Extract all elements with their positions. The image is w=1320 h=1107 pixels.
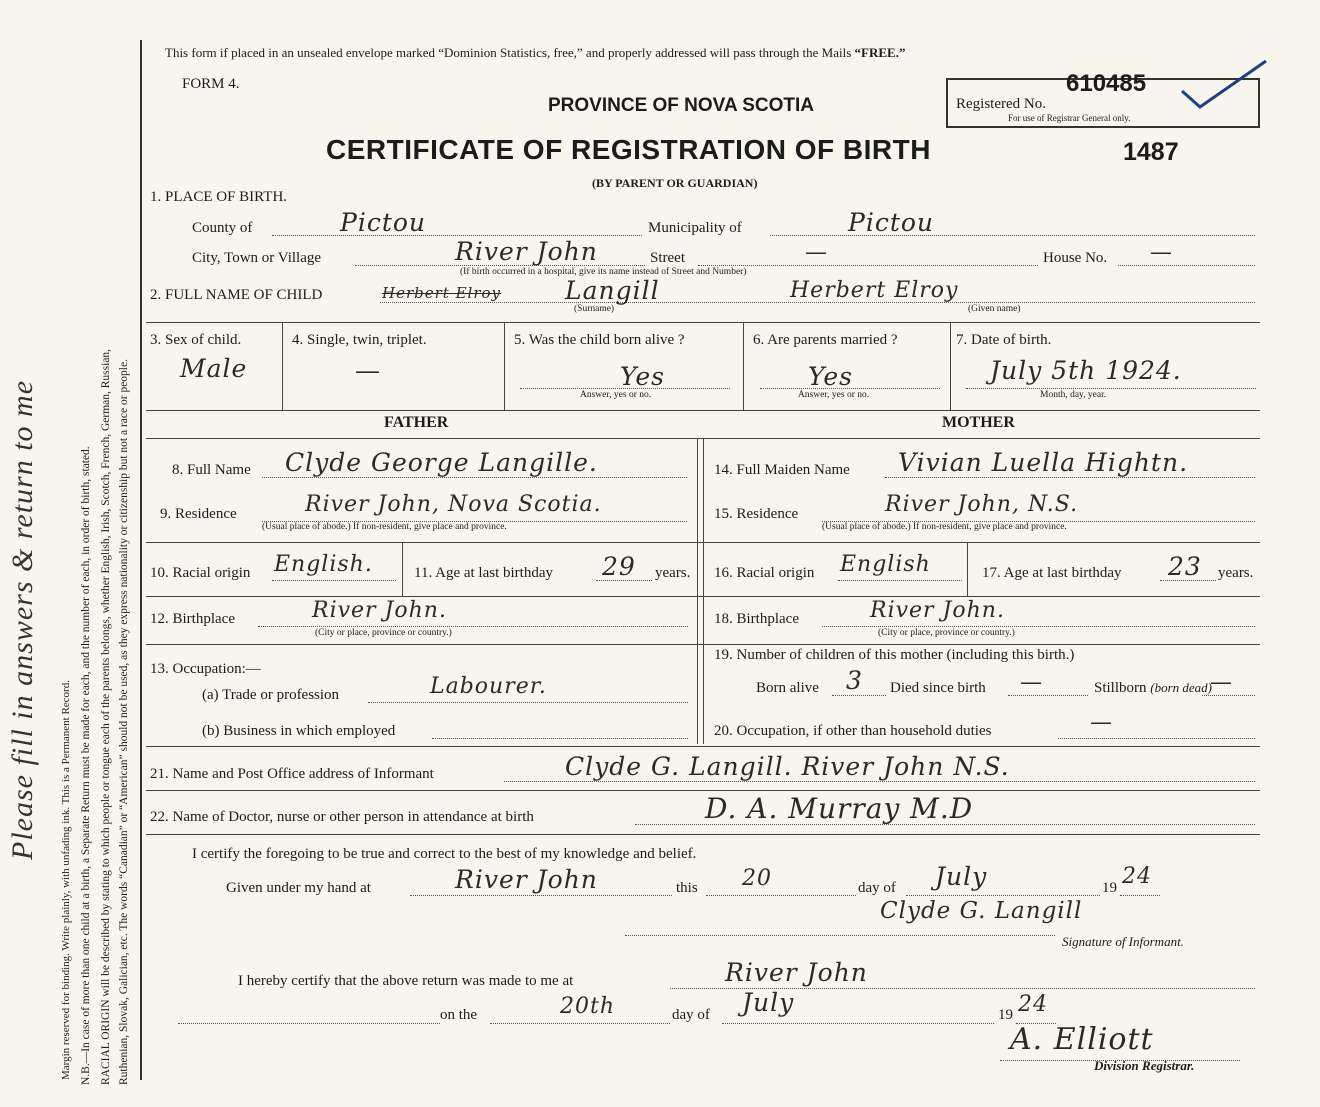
born-alive-value: Yes [620, 362, 665, 391]
county-value: Pictou [340, 208, 427, 237]
dob-caption: Month, day, year. [1040, 390, 1107, 400]
single-label: 4. Single, twin, triplet. [292, 332, 427, 348]
certify-year-prefix: 19 [1102, 880, 1117, 896]
mother-race-label: 16. Racial origin [714, 565, 815, 581]
parents-married-caption: Answer, yes or no. [798, 390, 870, 400]
registrar-year: 24 [1018, 992, 1048, 1017]
trade-label: (a) Trade or profession [202, 687, 340, 703]
registrar-day: 20th [560, 994, 616, 1019]
certify-day-of: day of [858, 880, 896, 896]
occupation-label: 13. Occupation:— [150, 661, 261, 677]
municipality-label: Municipality of [648, 220, 742, 236]
mail-notice-text: This form if placed in an unsealed envelope marked “Dominion Statistics, free,” and properly addressed will pass through the Mails [165, 45, 855, 60]
dob-value: July 5th 1924. [990, 356, 1182, 385]
mother-years: years. [1218, 565, 1254, 581]
born-alive-count-label: Born alive [756, 680, 819, 696]
father-birthplace-label: 12. Birthplace [150, 611, 235, 627]
father-birthplace-value: River John. [312, 598, 447, 623]
sex-label: 3. Sex of child. [150, 332, 242, 348]
given-name-caption: (Given name) [968, 304, 1021, 314]
trade-value: Labourer. [430, 674, 547, 699]
street-label: Street [650, 250, 685, 266]
mother-residence-caption: (Usual place of abode.) If non-resident, give place and province. [822, 522, 1067, 532]
stillborn-text: Stillborn [1094, 680, 1147, 696]
mail-notice [165, 45, 905, 61]
check-mark-icon [1180, 55, 1270, 115]
certify-statement: I certify the foregoing to be true and correct to the best of my knowledge and belief. [192, 846, 697, 862]
parents-married-label: 6. Are parents married ? [753, 332, 898, 348]
registrar-on-the: on the [440, 1007, 478, 1023]
born-alive-label: 5. Was the child born alive ? [514, 332, 685, 348]
local-number: 1487 [1123, 138, 1179, 166]
city-value: River John [455, 237, 598, 266]
mother-occupation-label: 20. Occupation, if other than household duties [714, 723, 992, 739]
sex-value: Male [180, 354, 248, 383]
doctor-value: D. A. Murray M.D [705, 792, 974, 825]
given-under-label: Given under my hand at [226, 880, 371, 896]
died-since-birth-value: — [1020, 670, 1043, 695]
form-number: FORM 4. [182, 76, 240, 92]
born-alive-count-value: 3 [846, 666, 863, 695]
margin-racial-note-a: RACIAL ORIGIN will be described by stating to which people or tongue each of the parents belongs, whether English, Irish, Scotch, French, German, Russian, [100, 348, 112, 1085]
margin-racial-note-b: Ruthenian, Slovak, Galician, etc. The words “Canadian” or “American” should not be used, as they express nationality or citizenship but not a race or people. [118, 359, 130, 1085]
mother-age-value: 23 [1168, 552, 1202, 581]
registrar-year-prefix: 19 [998, 1007, 1013, 1023]
mother-heading: MOTHER [942, 414, 1015, 431]
registrar-statement: I hereby certify that the above return was made to me at [238, 973, 574, 989]
certify-year: 24 [1122, 864, 1152, 889]
mother-birthplace-value: River John. [870, 598, 1005, 623]
registrar-caption: Division Registrar. [1094, 1058, 1195, 1073]
child-surname: Langill [565, 276, 660, 305]
dob-label: 7. Date of birth. [956, 332, 1052, 348]
house-label: House No. [1043, 250, 1108, 266]
father-age-label: 11. Age at last birthday [414, 565, 553, 581]
certify-month: July [935, 862, 988, 891]
informant-signature: Clyde G. Langill [880, 898, 1083, 924]
stillborn-note: (born dead) [1150, 680, 1213, 695]
father-race-value: English. [274, 552, 373, 577]
father-heading: FATHER [384, 414, 449, 431]
registrar-place: River John [725, 958, 868, 987]
mother-name-value: Vivian Luella Hightn. [898, 448, 1189, 477]
page-title: CERTIFICATE OF REGISTRATION OF BIRTH [326, 134, 931, 165]
business-label: (b) Business in which employed [202, 723, 396, 739]
children-count-label: 19. Number of children of this mother (including this birth.) [714, 647, 1075, 663]
child-name-label: 2. FULL NAME OF CHILD [150, 287, 323, 303]
stillborn-value: — [1210, 670, 1233, 695]
stillborn-label [1094, 680, 1212, 697]
informant-value: Clyde G. Langill. River John N.S. [565, 752, 1010, 781]
father-residence-value: River John, Nova Scotia. [305, 492, 602, 517]
father-residence-caption: (Usual place of abode.) If non-resident, give place and province. [262, 522, 507, 532]
single-value: — [355, 356, 381, 385]
registrar-day-of: day of [672, 1007, 710, 1023]
father-name-value: Clyde George Langille. [285, 448, 598, 477]
mother-occupation-value: — [1090, 710, 1113, 735]
mother-birthplace-label: 18. Birthplace [714, 611, 799, 627]
certify-day: 20 [742, 866, 772, 891]
parents-married-value: Yes [808, 362, 853, 391]
county-label: County of [192, 220, 253, 236]
margin-border [140, 40, 142, 1080]
city-label: City, Town or Village [192, 250, 322, 266]
hospital-note: (If birth occurred in a hospital, give its name instead of Street and Number) [460, 267, 747, 277]
municipality-value: Pictou [848, 208, 935, 237]
father-residence-label: 9. Residence [160, 506, 237, 522]
registrar-signature: A. Elliott [1010, 1022, 1154, 1057]
mother-age-label: 17. Age at last birthday [982, 565, 1122, 581]
house-value: — [1150, 240, 1173, 265]
informant-label: 21. Name and Post Office address of Informant [150, 766, 434, 782]
place-of-birth-heading: 1. PLACE OF BIRTH. [150, 189, 288, 205]
mother-residence-label: 15. Residence [714, 506, 799, 522]
died-since-birth-label: Died since birth [890, 680, 986, 696]
registrar-note: For use of Registrar General only. [1008, 113, 1131, 123]
mother-name-label: 14. Full Maiden Name [714, 462, 850, 478]
doctor-label: 22. Name of Doctor, nurse or other person in attendance at birth [150, 809, 534, 825]
margin-nb-note: N.B.—In case of more than one child at a birth, a Separate Return must be made for each, and the number of each, in order of birth, stated. [80, 446, 92, 1085]
mother-residence-value: River John, N.S. [885, 492, 1079, 517]
street-value: — [805, 240, 828, 265]
mother-birthplace-caption: (City or place, province or country.) [878, 628, 1015, 638]
father-race-label: 10. Racial origin [150, 565, 251, 581]
margin-handwritten-note: Please fill in answers & return to me [6, 379, 39, 860]
mail-notice-free: “FREE.” [854, 45, 906, 60]
registered-label: Registered No. [956, 96, 1046, 112]
margin-binding-note: Margin reserved for binding. Write plainly, with unfading ink. This is a Permanent Record. [60, 680, 72, 1080]
informant-signature-caption: Signature of Informant. [1062, 934, 1184, 949]
father-name-label: 8. Full Name [172, 462, 251, 478]
page-subtitle: (BY PARENT OR GUARDIAN) [592, 176, 758, 190]
certify-place: River John [455, 865, 598, 894]
province-heading: PROVINCE OF NOVA SCOTIA [548, 95, 815, 116]
father-age-value: 29 [602, 552, 636, 581]
certify-this: this [676, 880, 698, 896]
registrar-month: July [742, 988, 795, 1017]
born-alive-caption: Answer, yes or no. [580, 390, 652, 400]
registered-number: 610485 [1066, 70, 1147, 97]
mother-race-value: English [840, 552, 931, 577]
child-name-struck: Herbert Elroy [382, 284, 501, 302]
father-years: years. [655, 565, 691, 581]
father-birthplace-caption: (City or place, province or country.) [315, 628, 452, 638]
child-given-name: Herbert Elroy [790, 278, 959, 303]
surname-caption: (Surname) [574, 304, 615, 314]
